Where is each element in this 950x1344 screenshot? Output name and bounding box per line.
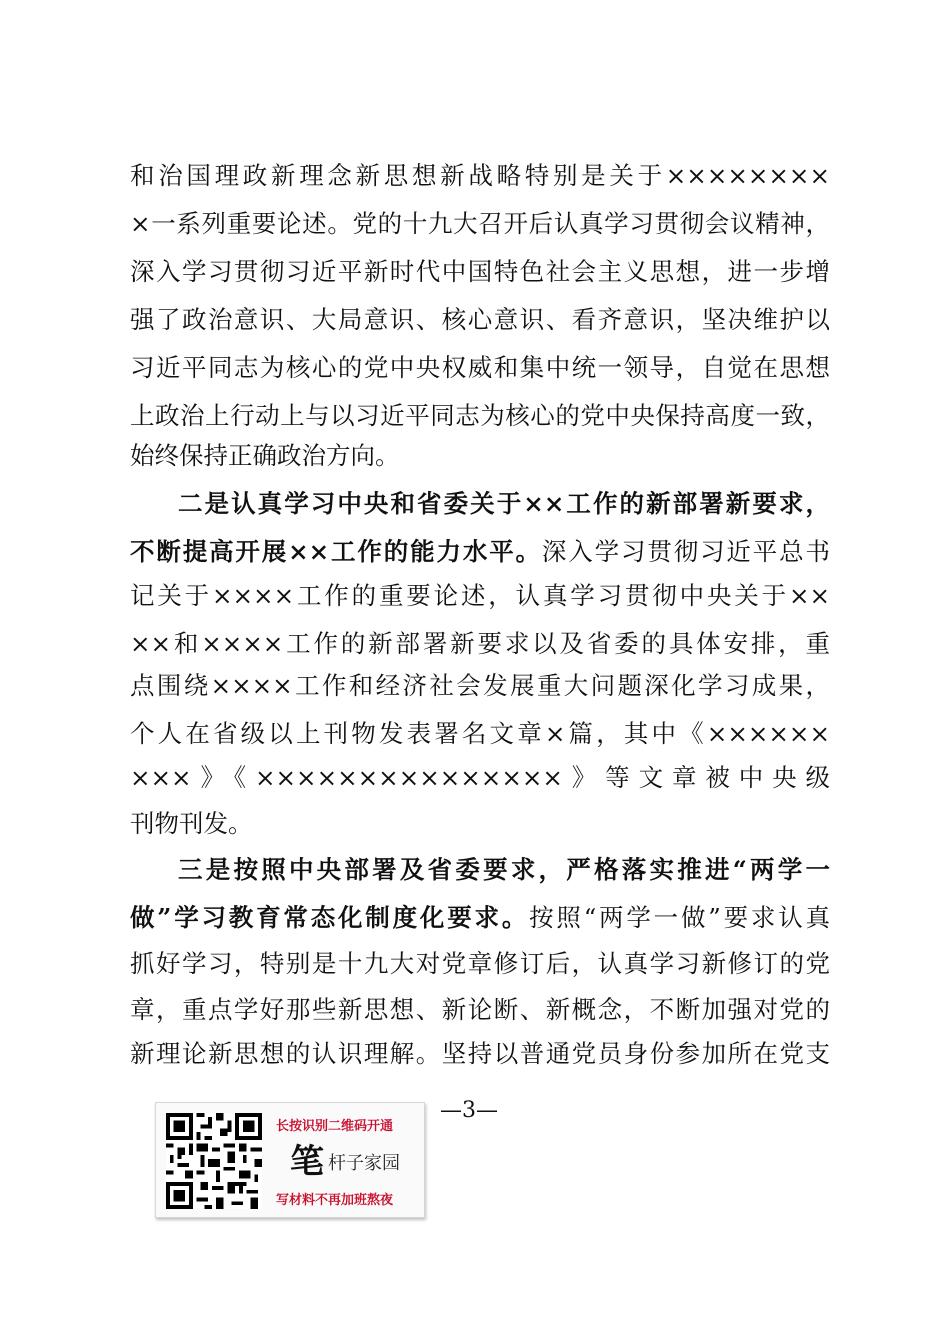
body-line: 章，重点学好那些新思想、新论断、新概念，不断加强对党的 <box>130 995 830 1024</box>
logo-brush-char: 笔 <box>290 1142 324 1182</box>
body-line: 记关于××××工作的重要论述，认真学习贯彻中央关于×× <box>130 581 830 610</box>
body-line: 上政治上行动上与以习近平同志为核心的党中央保持高度一致， <box>130 401 830 430</box>
body-line <box>130 898 830 938</box>
body-line: 深入学习贯彻习近平新时代中国特色社会主义思想，进一步增 <box>130 257 830 286</box>
body-line: ×××》《×××××××××××××××》等文章被中央级 <box>130 763 830 792</box>
body-line: 抓好学习，特别是十九大对党章修订后，认真学习新修订的党 <box>130 949 830 978</box>
body-line: 强了政治意识、大局意识、核心意识、看齐意识，坚决维护以 <box>130 305 830 334</box>
logo-text: 杆子家园 <box>328 1153 400 1174</box>
section-heading: 二是认真学习中央和省委关于××工作的新部署新要求， <box>178 489 830 518</box>
body-text: 深入学习贯彻习近平总书 <box>541 537 830 566</box>
promo-bottom-text: 写材料不再加班熬夜 <box>276 1193 394 1208</box>
body-line: 和治国理政新理念新思想新战略特别是关于×××××××× <box>130 161 830 190</box>
section-heading-cont: 做”学习教育常态化制度化要求。 <box>130 903 530 932</box>
brand-logo <box>288 1139 418 1183</box>
body-line: ××和××××工作的新部署新要求以及省委的具体安排，重 <box>130 629 830 658</box>
section-heading-cont: 不断提高开展××工作的能力水平。 <box>130 537 542 566</box>
body-text: 按照“两学一做”要求认真 <box>529 903 830 932</box>
body-line: 新理论新思想的认识理解。坚持以普通党员身份参加所在党支 <box>130 1039 830 1068</box>
body-line: 始终保持正确政治方向。 <box>130 441 400 470</box>
qr-code-icon[interactable] <box>166 1113 262 1209</box>
body-line: ×一系列重要论述。党的十九大召开后认真学习贯彻会议精神， <box>130 209 830 238</box>
body-line: 习近平同志为核心的党中央权威和集中统一领导，自觉在思想 <box>130 353 830 382</box>
body-line: 点围绕××××工作和经济社会发展重大问题深化学习成果， <box>130 671 830 700</box>
promo-banner[interactable] <box>155 1102 425 1218</box>
body-line: 个人在省级以上刊物发表署名文章×篇，其中《×××××× <box>130 719 830 748</box>
promo-top-text: 长按识别二维码开通 <box>276 1119 394 1134</box>
body-line <box>130 532 830 572</box>
section-heading: 三是按照中央部署及省委要求，严格落实推进“两学一 <box>178 855 830 884</box>
page-number: —3— <box>440 1098 498 1123</box>
body-line: 刊物刊发。 <box>130 809 253 838</box>
